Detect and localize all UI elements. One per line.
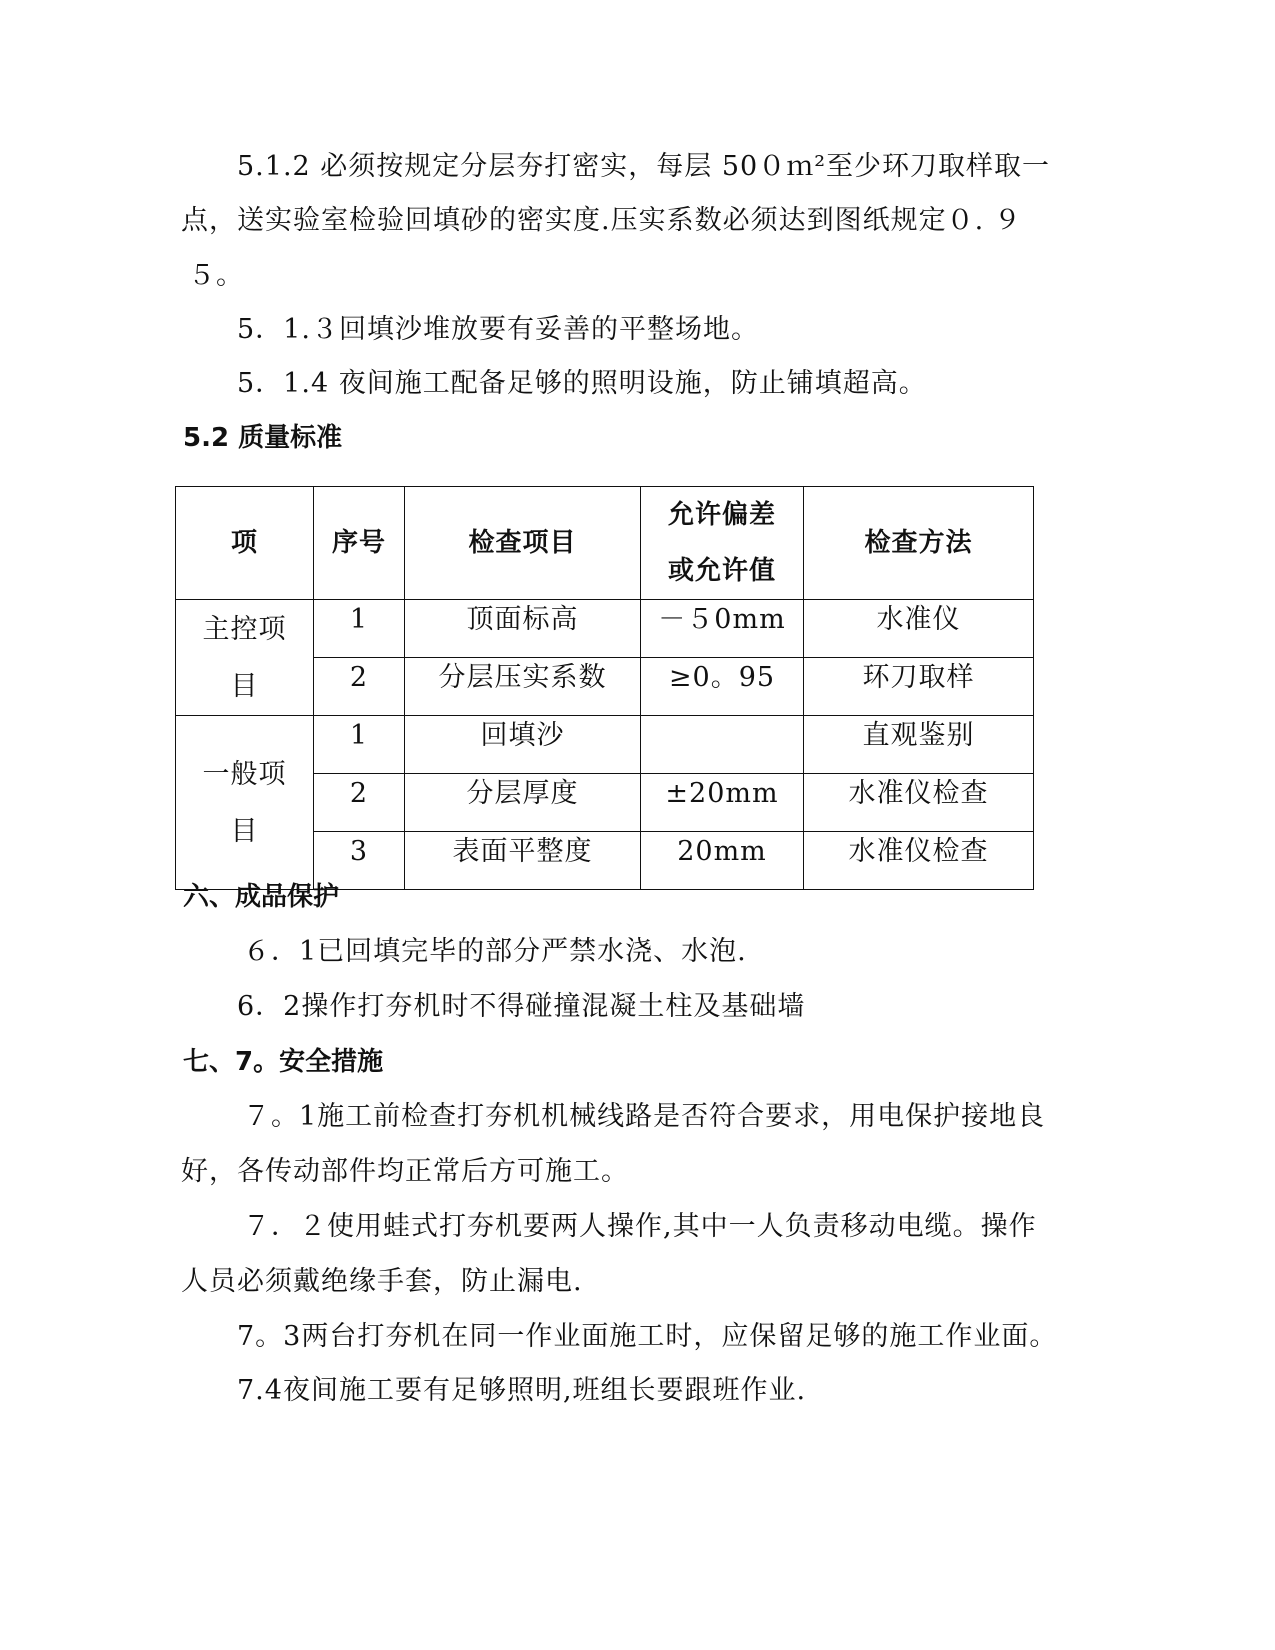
group-cell-general <box>176 716 314 890</box>
header-check-item: 检查项目 <box>405 487 641 600</box>
cell-seq: 3 <box>314 832 405 890</box>
cell-tolerance: ±20mm <box>641 774 804 832</box>
cell-check-item: 分层压实系数 <box>405 658 641 716</box>
cell-method: 水准仪 <box>804 600 1034 658</box>
cell-check-item: 表面平整度 <box>405 832 641 890</box>
section-title-5-2: 5.2 质量标准 <box>183 423 343 453</box>
cell-check-item: 顶面标高 <box>405 600 641 658</box>
paragraph-6-1: ６．1已回填完毕的部分严禁水浇、水泡. <box>243 936 747 967</box>
header-tolerance <box>641 487 804 600</box>
paragraph-5-1-3: 5．1.３回填沙堆放要有妥善的平整场地。 <box>237 314 759 345</box>
paragraph-5-1-2-line1: 5.1.2 必须按规定分层夯打密实，每层 50０ｍ²至少环刀取样取一 <box>237 151 1051 182</box>
cell-method: 水准仪检查 <box>804 774 1034 832</box>
paragraph-7-4: 7.4夜间施工要有足够照明,班组长要跟班作业. <box>237 1375 807 1406</box>
cell-check-item: 回填沙 <box>405 716 641 774</box>
group-name-line2: 目 <box>230 670 259 702</box>
paragraph-7-3: 7。3两台打夯机在同一作业面施工时，应保留足够的施工作业面。 <box>237 1321 1058 1352</box>
paragraph-5-1-2-line2: 点，送实验室检验回填砂的密实度.压实系数必须达到图纸规定０. ９ <box>181 205 1022 236</box>
section-title-6: 六、成品保护 <box>183 882 340 912</box>
cell-method: 环刀取样 <box>804 658 1034 716</box>
cell-method: 水准仪检查 <box>804 832 1034 890</box>
group-name-line1: 主控项 <box>202 613 287 645</box>
header-tolerance-line2: 或允许值 <box>667 556 776 586</box>
paragraph-5-1-4: 5．1.4 夜间施工配备足够的照明设施，防止铺填超高。 <box>237 368 927 399</box>
cell-tolerance: －５0mm <box>641 600 804 658</box>
section-title-7: 七、7。安全措施 <box>183 1047 384 1077</box>
paragraph-6-2: 6．2操作打夯机时不得碰撞混凝土柱及基础墙 <box>237 991 806 1022</box>
cell-method: 直观鉴别 <box>804 716 1034 774</box>
group-name-line1: 一般项 <box>202 758 287 790</box>
cell-check-item: 分层厚度 <box>405 774 641 832</box>
header-tolerance-line1: 允许偏差 <box>667 500 776 530</box>
group-name-line2: 目 <box>230 815 259 847</box>
paragraph-5-1-2-line3: ５。 <box>188 260 244 291</box>
paragraph-7-2-line1: ７．２使用蛙式打夯机要两人操作,其中一人负责移动电缆。操作 <box>243 1211 1037 1242</box>
quality-standard-table <box>175 486 1034 890</box>
cell-seq: 1 <box>314 716 405 774</box>
cell-tolerance: 20mm <box>641 832 804 890</box>
cell-seq: 1 <box>314 600 405 658</box>
header-item: 项 <box>176 487 314 600</box>
group-cell-main-control <box>176 600 314 716</box>
table-row <box>176 716 1034 774</box>
table-row <box>176 600 1034 658</box>
header-method: 检查方法 <box>804 487 1034 600</box>
cell-tolerance <box>641 716 804 774</box>
table-header-row <box>176 487 1034 600</box>
paragraph-7-1-line2: 好，各传动部件均正常后方可施工。 <box>181 1156 629 1187</box>
cell-seq: 2 <box>314 658 405 716</box>
paragraph-7-2-line2: 人员必须戴绝缘手套，防止漏电. <box>181 1266 583 1297</box>
cell-seq: 2 <box>314 774 405 832</box>
cell-tolerance: ≥0。95 <box>641 658 804 716</box>
header-seq: 序号 <box>314 487 405 600</box>
paragraph-7-1-line1: ７。1施工前检查打夯机机械线路是否符合要求，用电保护接地良 <box>243 1101 1046 1132</box>
